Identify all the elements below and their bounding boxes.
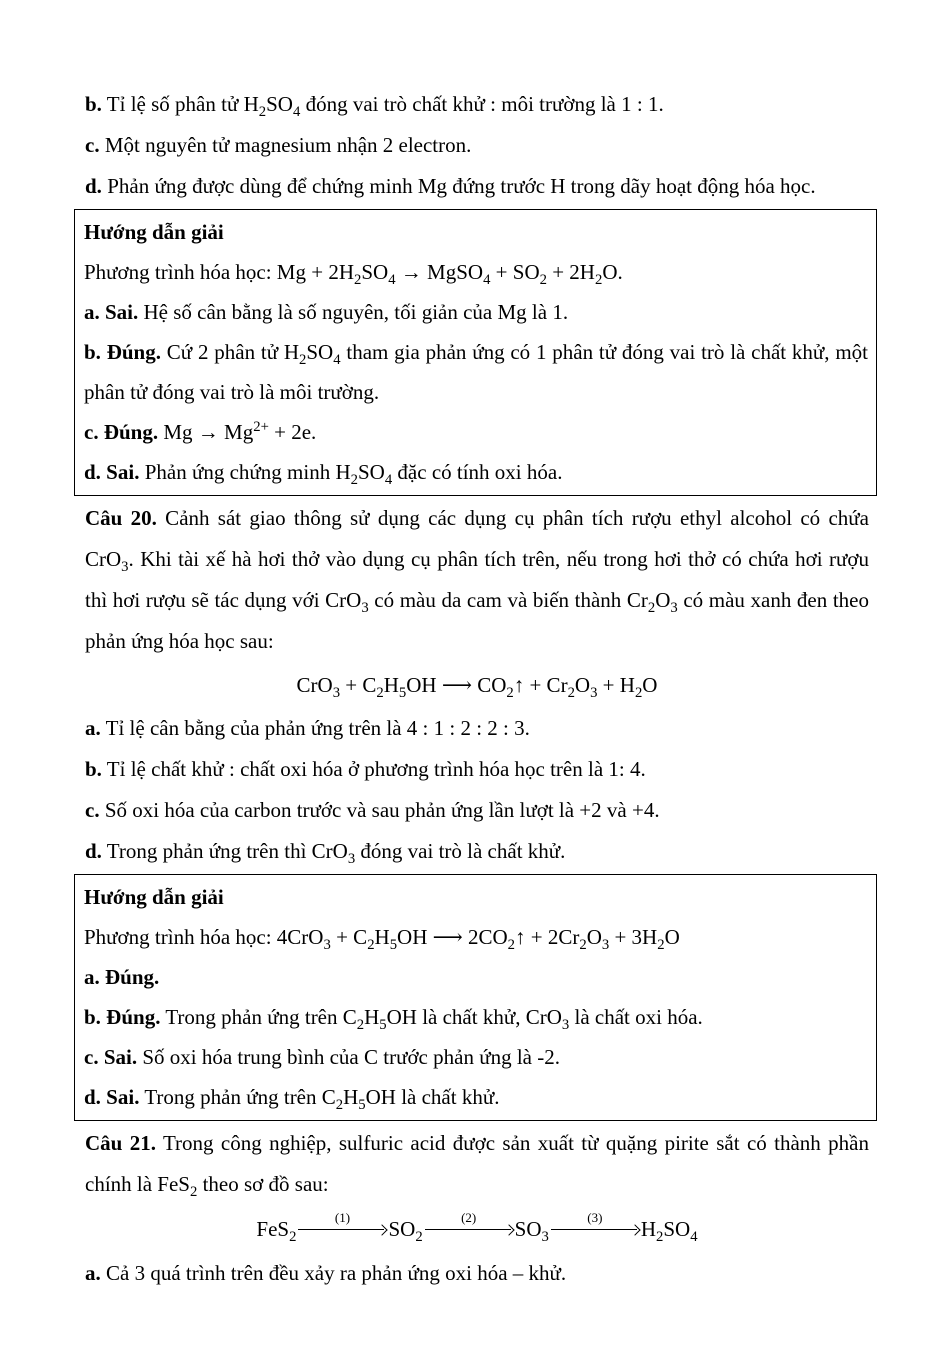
question-20-statement-c: c. Số oxi hóa của carbon trước và sau phản ứng lần lượt là +2 và +4. — [85, 798, 660, 822]
scheme-arrow-step-1 — [298, 1210, 386, 1243]
arrow-shaft — [425, 1229, 511, 1230]
solution-box-1-answer-b: b. Đúng. Cứ 2 phân tử $H_2SO_4$ tham gia phản ứng có 1 phân tử đóng vai trò là chất khử, một phân tử đóng vai trò là môi trường. — [84, 340, 869, 404]
document-content — [85, 84, 869, 1294]
solution-box-2-answer-b: b. Đúng. Trong phản ứng trên $C_2H_5OH$ là chất khử, CrO$_3$ là chất oxi hóa. — [84, 1005, 703, 1034]
question-20-intro: Câu 20. Cảnh sát giao thông sử dụng các dụng cụ phân tích rượu ethyl alcohol có chứa CrO$_3$. Khi tài xế hà hơi thở vào dụng cụ phân tích trên, nếu trong hơi thở có chứa hơi rượu thì hơi rượu sẽ tác dụng với CrO$_3$ có màu da cam và biến thành $Cr_2O_3$ có màu xanh đen theo phản ứng hóa học sau: — [85, 506, 869, 653]
solution-box-2-answer-d: d. Sai. Trong phản ứng trên $C_2H_5OH$ là chất khử. — [84, 1085, 500, 1114]
scheme-species-h2so4: $H_2SO_4$ — [640, 1217, 698, 1246]
question-20-statement-d: d. Trong phản ứng trên thì CrO$_3$ đóng vai trò là chất khử. — [85, 839, 566, 868]
scheme-arrow-step-3-label: (3) — [587, 1210, 603, 1225]
scheme-species-so3: $SO_3$ — [514, 1217, 549, 1246]
solution-box-1-title: Hướng dẫn giải — [84, 220, 224, 244]
arrow-shaft — [298, 1229, 384, 1230]
solution-box-1-answer-a: a. Sai. Hệ số cân bằng là số nguyên, tối giản của Mg là 1. — [84, 300, 569, 324]
solution-box-1 — [74, 209, 877, 496]
question-21-statement-a: a. Cả 3 quá trình trên đều xảy ra phản ứng oxi hóa – khử. — [85, 1261, 567, 1285]
solution-box-1-equation-line: Phương trình hóa học: $Mg + 2H_2SO_4$ → MgSO$_4$ + $SO_2 + 2H_2O$. — [84, 260, 623, 289]
arrow-head-icon — [377, 1224, 388, 1235]
solution-box-2-answer-a: a. Đúng. — [84, 965, 160, 989]
solution-box-1-answer-d: d. Sai. Phản ứng chứng minh $H_2SO_4$ đặc có tính oxi hóa. — [84, 460, 563, 489]
solution-box-2-equation-line: Phương trình hóa học: $4CrO_3 + C_2H_5OH$ ⟶ $2CO_2↑ + 2Cr_2O_3 + 3H_2O$ — [84, 925, 680, 954]
question-20-statement-b: b. Tỉ lệ chất khử : chất oxi hóa ở phương trình hóa học trên là 1: 4. — [85, 757, 646, 781]
question-21-intro: Câu 21. Trong công nghiệp, sulfuric acid được sản xuất từ quặng pirite sắt có thành phần chính là FeS$_2$ theo sơ đồ sau: — [85, 1131, 869, 1201]
question-21-reaction-scheme — [85, 1205, 869, 1253]
arrow-head-icon — [503, 1224, 514, 1235]
solution-box-2-title: Hướng dẫn giải — [84, 885, 224, 909]
question-20-equation: $CrO_3 + C_2H_5OH$ ⟶ $CO_2↑ + Cr_2O_3 + H_2O$ — [296, 673, 658, 702]
scheme-arrow-step-3 — [551, 1210, 639, 1243]
scheme-species-so2: $SO_2$ — [388, 1217, 423, 1246]
statement-top-d: d. Phản ứng được dùng để chứng minh Mg đứng trước H trong dãy hoạt động hóa học. — [85, 174, 816, 198]
scheme-arrow-step-2-label: (2) — [461, 1210, 477, 1225]
solution-box-1-answer-c: c. Đúng. $Mg \to Mg^{2+} + 2e$. — [84, 419, 317, 444]
arrow-shaft — [551, 1229, 637, 1230]
scheme-arrow-step-1-label: (1) — [334, 1210, 351, 1225]
arrow-head-icon — [629, 1224, 640, 1235]
scheme-arrow-step-2 — [425, 1210, 513, 1243]
statement-top-c: c. Một nguyên tử magnesium nhận 2 electron. — [85, 133, 472, 157]
solution-box-2-answer-c: c. Sai. Số oxi hóa trung bình của C trước phản ứng là -2. — [84, 1045, 560, 1069]
statement-top-b: b. Tỉ lệ số phân tử $H_2SO_4$ đóng vai trò chất khử : môi trường là 1 : 1. — [85, 92, 664, 121]
question-20-statement-a: a. Tỉ lệ cân bằng của phản ứng trên là 4 : 1 : 2 : 2 : 3. — [85, 716, 530, 740]
scheme-species-fes2: FeS$_2$ — [256, 1217, 297, 1246]
solution-box-2 — [74, 874, 877, 1121]
